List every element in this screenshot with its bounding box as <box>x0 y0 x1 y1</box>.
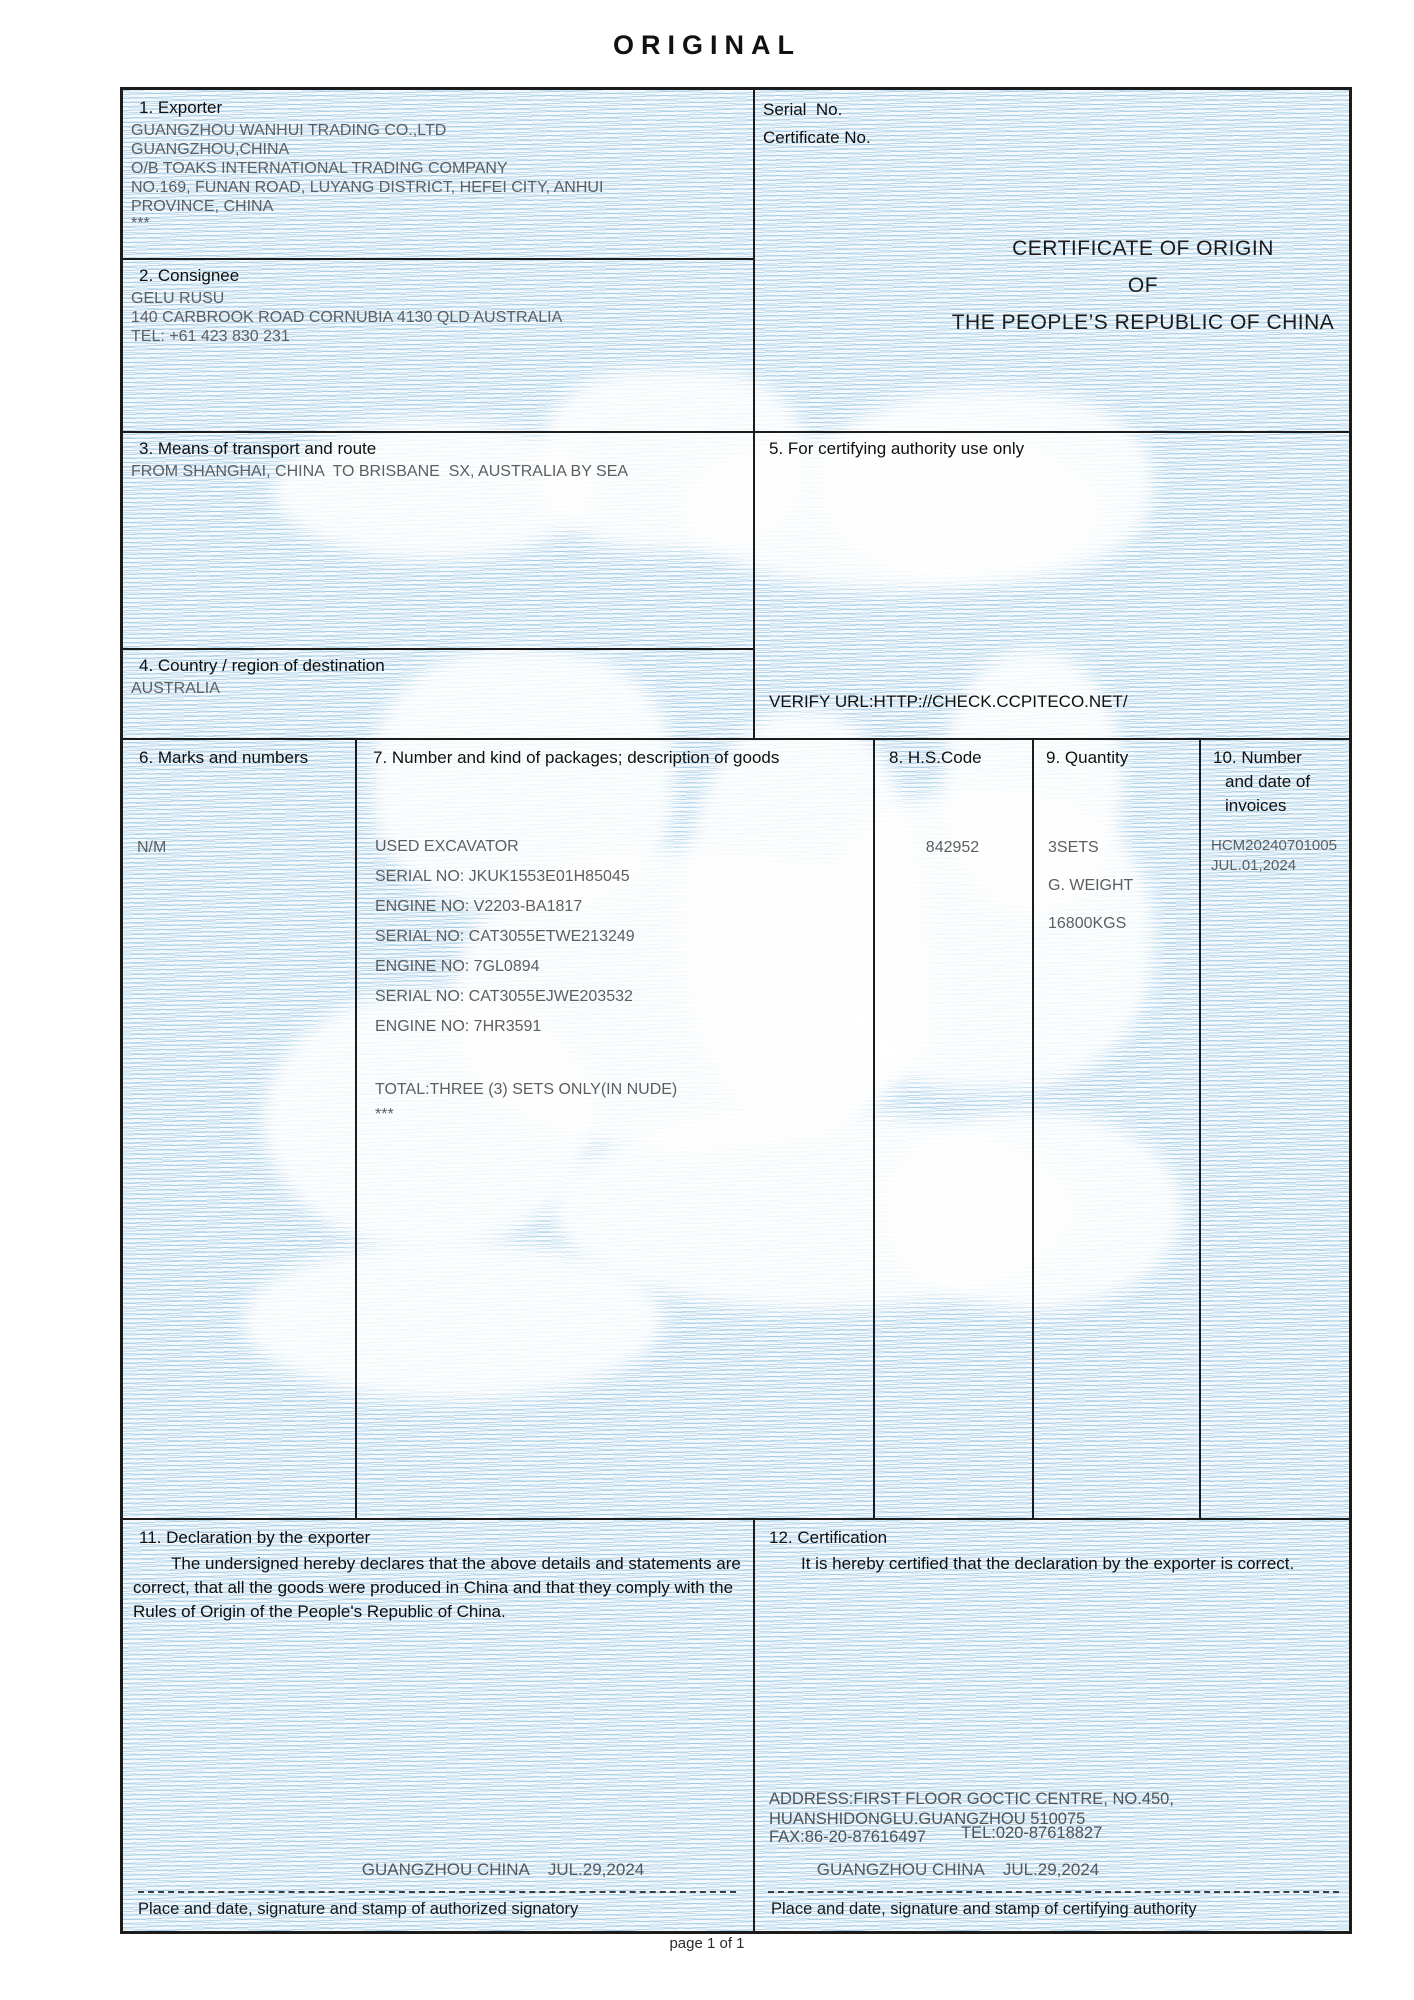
exporter-line: NO.169, FUNAN ROAD, LUYANG DISTRICT, HEFEI CITY, ANHUI <box>131 179 604 196</box>
goods-description-line: ENGINE NO: 7GL0894 <box>375 958 540 975</box>
goods-description-line: USED EXCAVATOR <box>375 838 519 855</box>
divider-col9-col10 <box>1199 738 1201 1518</box>
authority-address-line2: HUANSHIDONGLU.GUANGZHOU 510075 <box>769 1810 1086 1828</box>
authority-tel: TEL:020-87618827 <box>961 1824 1103 1842</box>
certificate-title-line3: THE PEOPLE’S REPUBLIC OF CHINA <box>951 311 1335 334</box>
authority-signature-line <box>768 1891 1339 1893</box>
divider-box2-box3 <box>123 431 1349 433</box>
divider-box3-box4 <box>123 648 753 650</box>
divider-box1-box2 <box>123 258 753 260</box>
certificate-title-line2: OF <box>1127 274 1159 297</box>
divider-table-top <box>123 738 1349 740</box>
goods-description-line: ENGINE NO: V2203-BA1817 <box>375 898 583 915</box>
authority-label: 5. For certifying authority use only <box>769 439 1025 458</box>
consignee-line: 140 CARBROOK ROAD CORNUBIA 4130 QLD AUSTRALIA <box>131 309 563 326</box>
authority-place-date: GUANGZHOU CHINA JUL.29,2024 <box>816 1860 1100 1879</box>
authority-signature-caption: Place and date, signature and stamp of certifying authority <box>771 1900 1197 1918</box>
exporter-line: GUANGZHOU WANHUI TRADING CO.,LTD <box>131 122 447 139</box>
authority-address-line1: ADDRESS:FIRST FLOOR GOCTIC CENTRE, NO.450, <box>769 1790 1174 1808</box>
goods-description-line: ENGINE NO: 7HR3591 <box>375 1018 542 1035</box>
consignee-label: 2. Consignee <box>139 266 240 285</box>
transport-value: FROM SHANGHAI, CHINA TO BRISBANE SX, AUSTRALIA BY SEA <box>131 463 629 480</box>
verify-url: VERIFY URL:HTTP://CHECK.CCPITECO.NET/ <box>769 692 1128 711</box>
certification-text: It is hereby certified that the declaration by the exporter is correct. <box>801 1554 1295 1573</box>
certificate-title-line1: CERTIFICATE OF ORIGIN <box>1012 237 1274 260</box>
consignee-line: TEL: +61 423 830 231 <box>131 328 290 345</box>
exporter-signature-caption: Place and date, signature and stamp of authorized signatory <box>138 1900 579 1918</box>
invoice-date: JUL.01,2024 <box>1211 857 1297 874</box>
divider-col8-col9 <box>1032 738 1034 1518</box>
marks-value: N/M <box>137 839 167 856</box>
page-number: page 1 of 1 <box>669 1935 745 1952</box>
col-packages-header: 7. Number and kind of packages; description of goods <box>373 748 780 767</box>
quantity-weight-value: 16800KGS <box>1048 915 1127 932</box>
hs-code-value: 842952 <box>925 839 980 856</box>
col-quantity-header: 9. Quantity <box>1046 748 1129 767</box>
declaration-label: 11. Declaration by the exporter <box>139 1528 371 1547</box>
goods-description-line: SERIAL NO: JKUK1553E01H85045 <box>375 868 630 885</box>
quantity-gross-weight-label: G. WEIGHT <box>1048 877 1134 894</box>
exporter-label: 1. Exporter <box>139 98 223 117</box>
exporter-line: O/B TOAKS INTERNATIONAL TRADING COMPANY <box>131 160 508 177</box>
destination-value: AUSTRALIA <box>131 680 220 697</box>
goods-description-line: SERIAL NO: CAT3055ETWE213249 <box>375 928 635 945</box>
goods-stars: *** <box>375 1106 394 1123</box>
certificate-no-label: Certificate No. <box>763 128 871 147</box>
authority-fax: FAX:86-20-87616497 <box>769 1828 926 1846</box>
serial-no-label: Serial No. <box>763 100 843 119</box>
transport-label: 3. Means of transport and route <box>139 439 377 458</box>
certification-label: 12. Certification <box>769 1528 888 1547</box>
divider-left-right-top <box>753 90 755 738</box>
exporter-place-date: GUANGZHOU CHINA JUL.29,2024 <box>361 1860 645 1879</box>
col-hscode-header: 8. H.S.Code <box>889 748 982 767</box>
goods-description-line: SERIAL NO: CAT3055EJWE203532 <box>375 988 633 1005</box>
col-marks-header: 6. Marks and numbers <box>139 748 309 767</box>
destination-label: 4. Country / region of destination <box>139 656 385 675</box>
divider-col6-col7 <box>355 738 357 1518</box>
certificate-title <box>943 230 1343 341</box>
consignee-line: GELU RUSU <box>131 290 225 307</box>
col-invoices-header-l1: 10. Number <box>1213 748 1302 767</box>
goods-total-line: TOTAL:THREE (3) SETS ONLY(IN NUDE) <box>375 1081 678 1098</box>
invoice-number: HCM20240701005 <box>1211 837 1337 854</box>
declaration-text: The undersigned hereby declares that the above details and statements are correct, that all the goods were produced in China and that they comply with the Rules of Origin of the People's Republic of China. <box>133 1554 741 1621</box>
divider-table-bottom <box>123 1518 1349 1520</box>
exporter-line: *** <box>131 215 150 232</box>
exporter-line: PROVINCE, CHINA <box>131 198 274 215</box>
quantity-sets: 3SETS <box>1048 839 1099 856</box>
original-heading: ORIGINAL <box>613 30 801 60</box>
exporter-line: GUANGZHOU,CHINA <box>131 141 290 158</box>
certificate-body <box>120 87 1352 1934</box>
exporter-signature-line <box>138 1891 736 1893</box>
col-invoices-header-l2: and date of <box>1225 772 1311 791</box>
col-invoices-header-l3: invoices <box>1225 796 1287 815</box>
